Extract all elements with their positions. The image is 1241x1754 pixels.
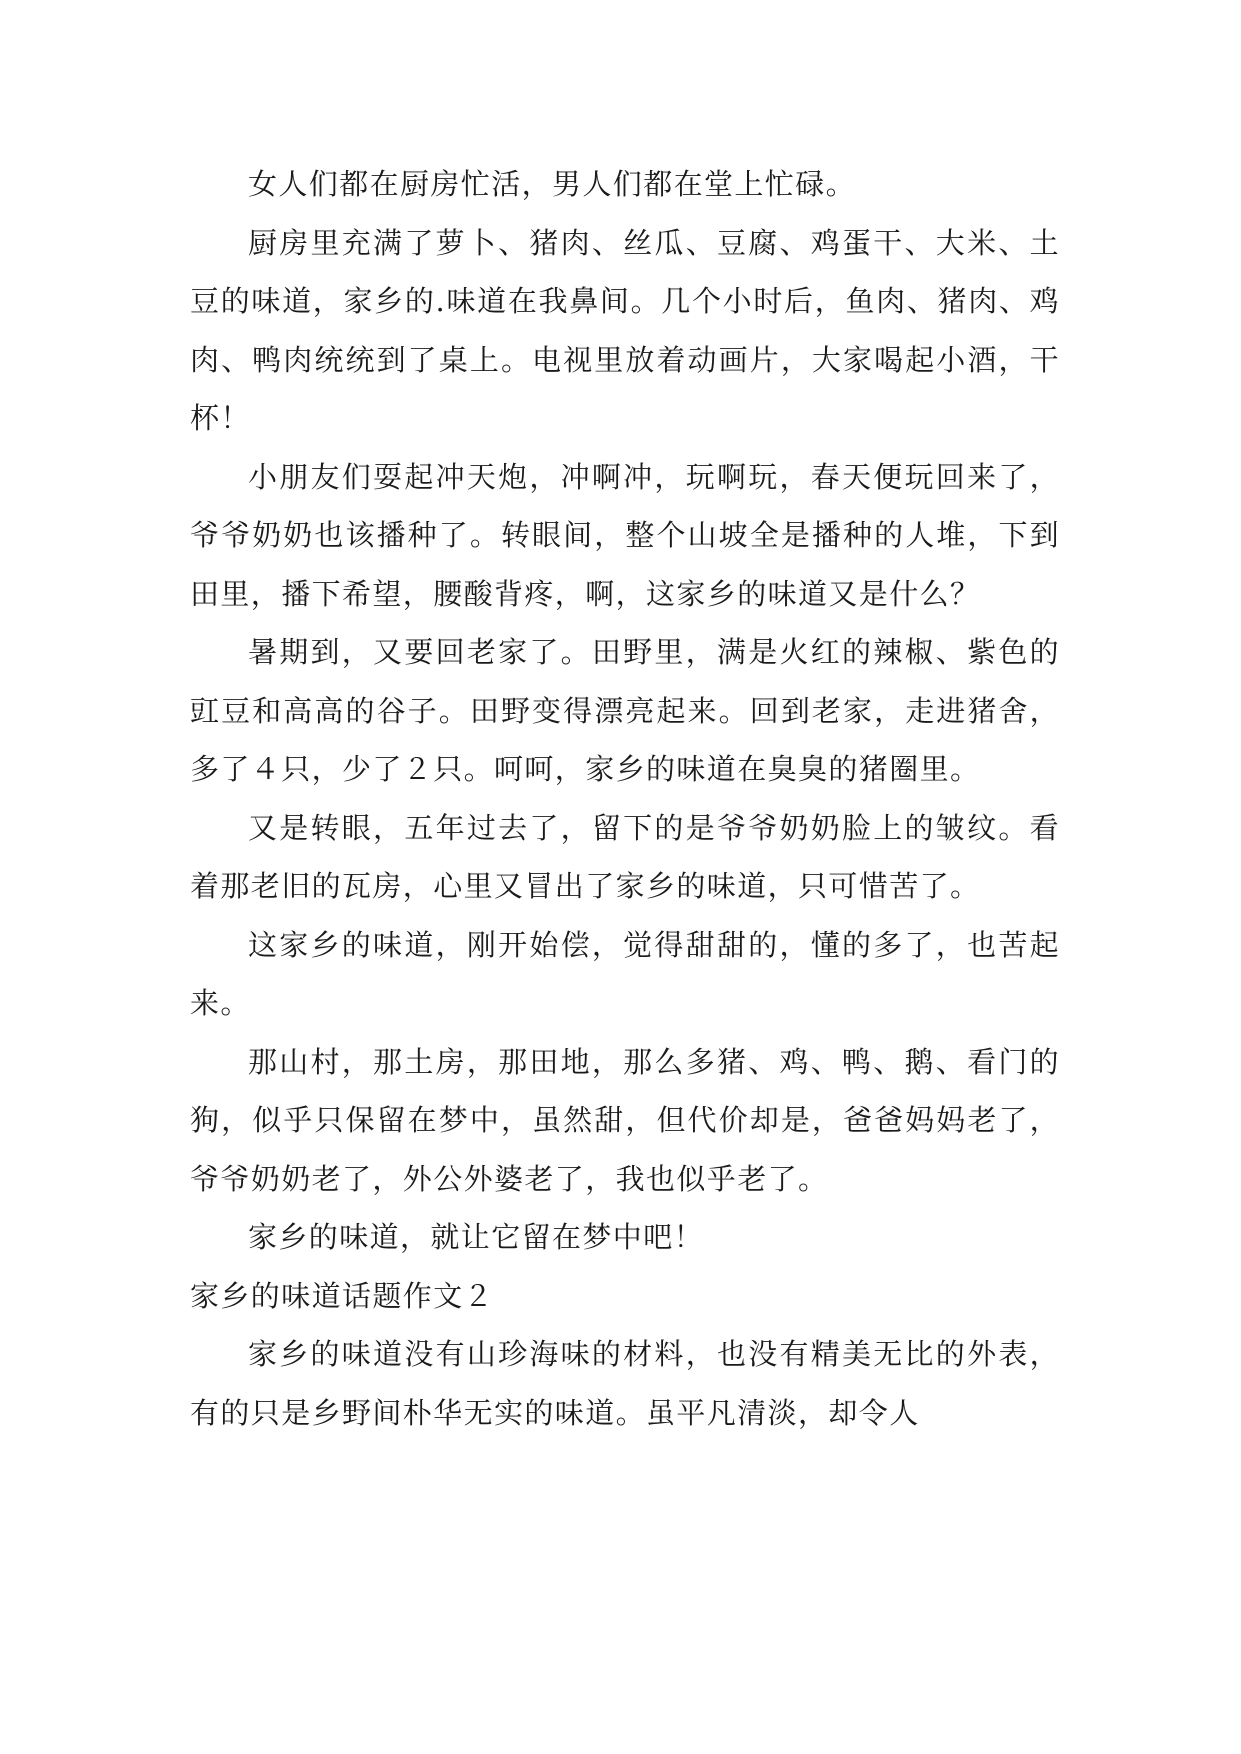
section-title: 家乡的味道话题作文２ bbox=[190, 1278, 495, 1313]
paragraph: 女人们都在厨房忙活，男人们都在堂上忙碌。 bbox=[248, 167, 857, 201]
paragraph: 厨房里充满了萝卜、猪肉、丝瓜、豆腐、鸡蛋干、大米、土豆的味道，家乡的.味道在我鼻间。几个小时后，鱼肉、猪肉、鸡肉、鸭肉统统到了桌上。电视里放着动画片，大家喝起小酒，干杯！ bbox=[190, 225, 1060, 435]
paragraph: 又是转眼，五年过去了，留下的是爷爷奶奶脸上的皱纹。看着那老旧的瓦房，心里又冒出了家乡的味道，只可惜苦了。 bbox=[190, 810, 1060, 903]
paragraph: 这家乡的味道，刚开始偿，觉得甜甜的，懂的多了，也苦起来。 bbox=[190, 927, 1060, 1020]
paragraph: 暑期到，又要回老家了。田野里，满是火红的辣椒、紫色的豇豆和高高的谷子。田野变得漂亮起来。回到老家，走进猪舍，多了４只，少了２只。呵呵，家乡的味道在臭臭的猪圈里。 bbox=[190, 635, 1060, 786]
paragraph: 小朋友们耍起冲天炮，冲啊冲，玩啊玩，春天便玩回来了，爷爷奶奶也该播种了。转眼间，整个山坡全是播种的人堆，下到田里，播下希望，腰酸背疼，啊，这家乡的味道又是什么？ bbox=[190, 459, 1060, 611]
document-body bbox=[190, 155, 1060, 1442]
paragraph: 家乡的味道，就让它留在梦中吧！ bbox=[248, 1220, 705, 1254]
paragraph: 家乡的味道没有山珍海味的材料，也没有精美无比的外表，有的只是乡野间朴华无实的味道。虽平凡清淡，却令人 bbox=[190, 1337, 1060, 1430]
paragraph: 那山村，那土房，那田地，那么多猪、鸡、鸭、鹅、看门的狗，似乎只保留在梦中，虽然甜，但代价却是，爸爸妈妈老了，爷爷奶奶老了，外公外婆老了，我也似乎老了。 bbox=[190, 1044, 1060, 1196]
